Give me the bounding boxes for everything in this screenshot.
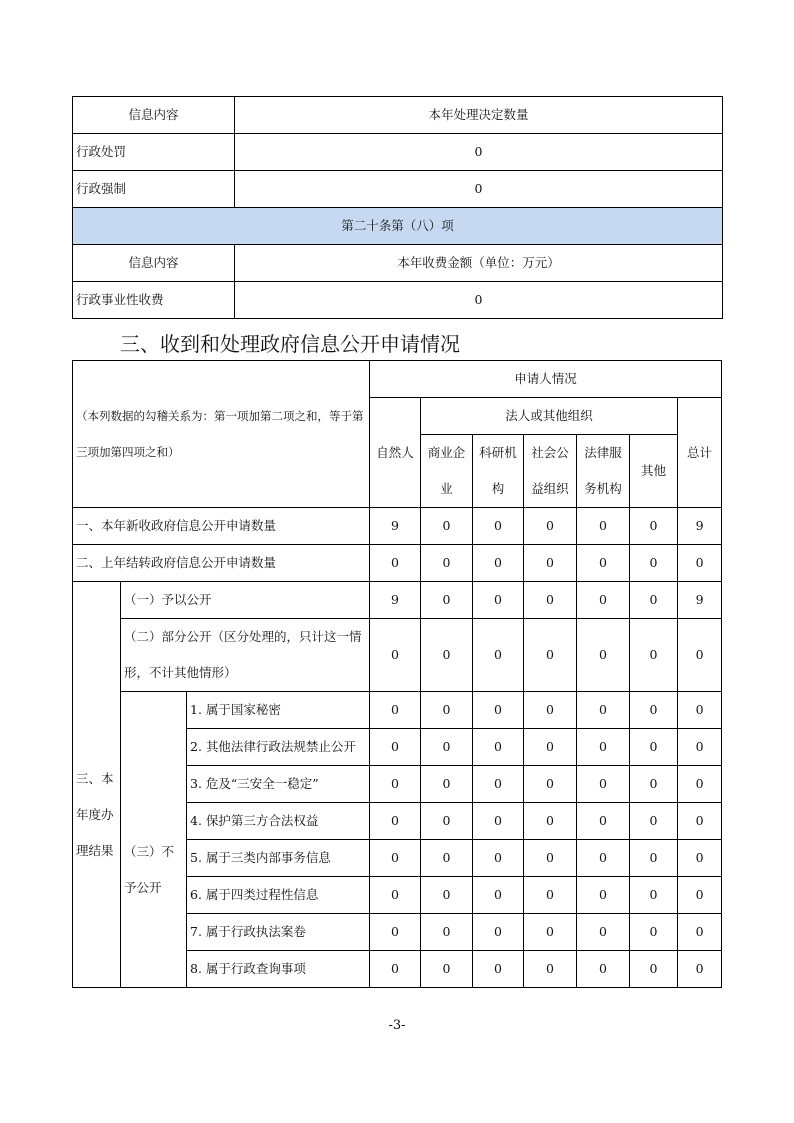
value-cell: 0	[630, 766, 678, 803]
table-row	[73, 692, 722, 729]
decision-table	[72, 96, 723, 319]
value-cell: 0	[524, 545, 577, 582]
total-header: 总计	[678, 398, 722, 508]
row-label: 二、上年结转政府信息公开申请数量	[73, 545, 370, 582]
value-cell: 0	[630, 508, 678, 545]
value-cell: 0	[370, 877, 421, 914]
org-type-header: 社会公益组织	[524, 435, 577, 508]
value-cell: 0	[577, 877, 630, 914]
value-cell: 0	[577, 545, 630, 582]
value-cell: 0	[678, 803, 722, 840]
value-cell: 0	[370, 840, 421, 877]
value-cell: 0	[524, 619, 577, 692]
not-open-label: （三）不予公开	[121, 692, 187, 988]
value-cell: 9	[370, 508, 421, 545]
row-label: 1. 属于国家秘密	[187, 692, 370, 729]
row-label: 信息内容	[73, 97, 235, 134]
value-cell: 0	[678, 545, 722, 582]
row-value: 0	[235, 171, 723, 208]
value-cell: 0	[524, 692, 577, 729]
table-row	[73, 171, 723, 208]
value-cell: 0	[577, 508, 630, 545]
value-cell: 0	[678, 619, 722, 692]
table-row	[73, 282, 723, 319]
table-row	[73, 619, 722, 692]
value-cell: 0	[678, 914, 722, 951]
value-cell: 0	[577, 729, 630, 766]
row-value: 本年处理决定数量	[235, 97, 723, 134]
natural-header: 自然人	[370, 398, 421, 508]
value-cell: 0	[577, 582, 630, 619]
value-cell: 9	[678, 582, 722, 619]
value-cell: 0	[577, 914, 630, 951]
org-type-header: 科研机构	[473, 435, 524, 508]
value-cell: 0	[577, 619, 630, 692]
table-row	[73, 134, 723, 171]
table-row	[73, 582, 722, 619]
row-label: 行政事业性收费	[73, 282, 235, 319]
value-cell: 0	[421, 692, 473, 729]
value-cell: 0	[473, 508, 524, 545]
value-cell: 0	[473, 951, 524, 988]
org-type-header: 商业企业	[421, 435, 473, 508]
value-cell: 9	[678, 508, 722, 545]
value-cell: 0	[678, 877, 722, 914]
value-cell: 0	[524, 803, 577, 840]
value-cell: 0	[577, 692, 630, 729]
value-cell: 0	[678, 729, 722, 766]
table-row	[73, 97, 723, 134]
value-cell: 0	[421, 803, 473, 840]
value-cell: 0	[630, 619, 678, 692]
value-cell: 0	[473, 692, 524, 729]
value-cell: 0	[577, 766, 630, 803]
table-row	[73, 508, 722, 545]
row-label: 行政强制	[73, 171, 235, 208]
value-cell: 0	[473, 840, 524, 877]
value-cell: 0	[630, 877, 678, 914]
value-cell: 0	[421, 914, 473, 951]
value-cell: 0	[421, 508, 473, 545]
value-cell: 0	[577, 803, 630, 840]
table-row	[73, 208, 723, 245]
value-cell: 0	[370, 692, 421, 729]
row-label: 7. 属于行政执法案卷	[187, 914, 370, 951]
value-cell: 0	[370, 619, 421, 692]
legal-header: 法人或其他组织	[421, 398, 678, 435]
value-cell: 0	[473, 619, 524, 692]
value-cell: 0	[421, 766, 473, 803]
value-cell: 0	[678, 692, 722, 729]
value-cell: 0	[421, 545, 473, 582]
row-label: 4. 保护第三方合法权益	[187, 803, 370, 840]
value-cell: 0	[370, 914, 421, 951]
value-cell: 0	[524, 582, 577, 619]
value-cell: 0	[421, 951, 473, 988]
value-cell: 0	[370, 951, 421, 988]
org-type-header: 法律服务机构	[577, 435, 630, 508]
value-cell: 0	[630, 951, 678, 988]
applicant-header: 申请人情况	[370, 361, 722, 398]
value-cell: 0	[678, 766, 722, 803]
value-cell: 0	[524, 951, 577, 988]
value-cell: 0	[577, 951, 630, 988]
value-cell: 0	[421, 619, 473, 692]
value-cell: 0	[421, 840, 473, 877]
value-cell: 0	[370, 729, 421, 766]
value-cell: 0	[524, 914, 577, 951]
value-cell: 0	[421, 582, 473, 619]
value-cell: 0	[630, 692, 678, 729]
row-label: 一、本年新收政府信息公开申请数量	[73, 508, 370, 545]
value-cell: 0	[524, 729, 577, 766]
row-label: 行政处罚	[73, 134, 235, 171]
value-cell: 0	[473, 914, 524, 951]
value-cell: 0	[678, 951, 722, 988]
value-cell: 0	[630, 840, 678, 877]
value-cell: 0	[524, 766, 577, 803]
row-label: （一）予以公开	[121, 582, 370, 619]
table-row	[73, 245, 723, 282]
value-cell: 0	[473, 877, 524, 914]
desc-cell: （本列数据的勾稽关系为：第一项加第二项之和，等于第三项加第四项之和）	[73, 361, 370, 508]
value-cell: 0	[473, 803, 524, 840]
value-cell: 0	[630, 914, 678, 951]
value-cell: 0	[473, 766, 524, 803]
section-title: 三、收到和处理政府信息公开申请情况	[120, 332, 460, 356]
result-label: 三、本年度办理结果	[73, 582, 121, 988]
value-cell: 0	[473, 582, 524, 619]
row-value: 0	[235, 282, 723, 319]
row-label: 2. 其他法律行政法规禁止公开	[187, 729, 370, 766]
row-label: 6. 属于四类过程性信息	[187, 877, 370, 914]
row-value: 0	[235, 134, 723, 171]
value-cell: 0	[473, 729, 524, 766]
page-number: -3-	[388, 1018, 406, 1033]
value-cell: 0	[370, 545, 421, 582]
row-label: 5. 属于三类内部事务信息	[187, 840, 370, 877]
row-label: 3. 危及“三安全一稳定”	[187, 766, 370, 803]
org-type-header: 其他	[630, 435, 678, 508]
application-table	[72, 360, 722, 988]
value-cell: 0	[630, 582, 678, 619]
value-cell: 0	[630, 545, 678, 582]
value-cell: 0	[678, 840, 722, 877]
value-cell: 0	[630, 803, 678, 840]
row-label: （二）部分公开（区分处理的，只计这一情形，不计其他情形）	[121, 619, 370, 692]
table-row	[73, 545, 722, 582]
value-cell: 0	[577, 840, 630, 877]
value-cell: 0	[370, 766, 421, 803]
section-row-label: 第二十条第（八）项	[73, 208, 723, 245]
value-cell: 0	[473, 545, 524, 582]
value-cell: 0	[524, 877, 577, 914]
value-cell: 0	[524, 840, 577, 877]
value-cell: 0	[630, 729, 678, 766]
row-label: 信息内容	[73, 245, 235, 282]
value-cell: 0	[421, 729, 473, 766]
value-cell: 0	[370, 803, 421, 840]
value-cell: 9	[370, 582, 421, 619]
row-label: 8. 属于行政查询事项	[187, 951, 370, 988]
value-cell: 0	[421, 877, 473, 914]
value-cell: 0	[524, 508, 577, 545]
row-value: 本年收费金额（单位：万元）	[235, 245, 723, 282]
